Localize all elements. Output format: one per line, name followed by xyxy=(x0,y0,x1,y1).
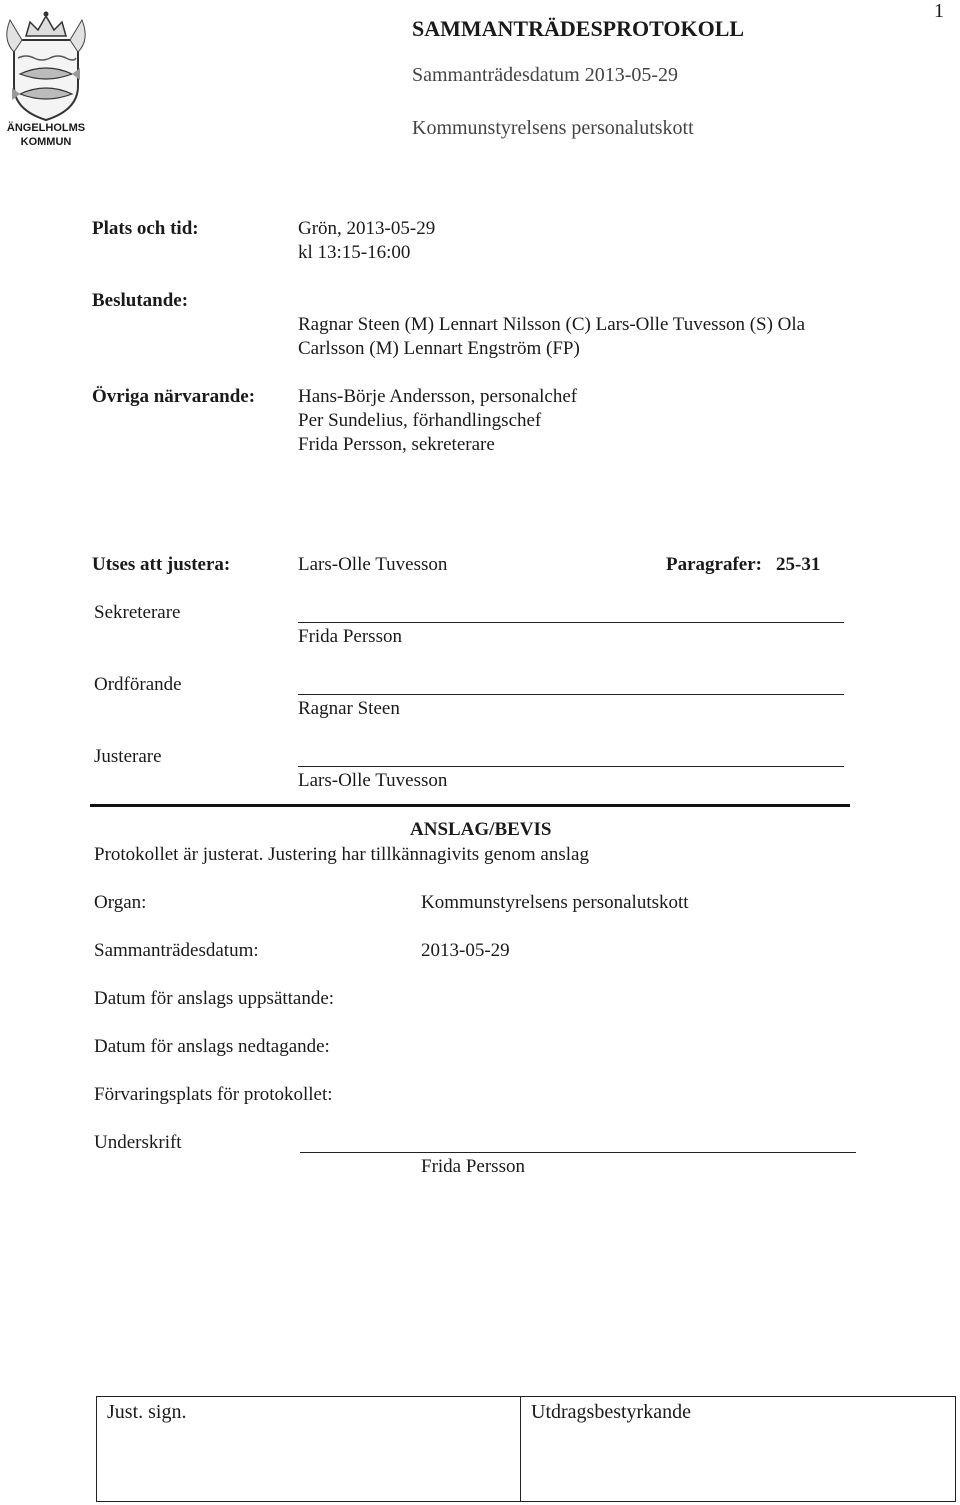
paragraphs-label: Paragrafer: xyxy=(666,554,762,575)
organ-label: Organ: xyxy=(94,892,147,913)
signature-role-adjuster: Justerare xyxy=(94,746,162,767)
notice-title: ANSLAG/BEVIS xyxy=(410,819,552,840)
section-divider xyxy=(90,804,850,807)
footer-utdragsbestyrkande: Utdragsbestyrkande xyxy=(531,1401,691,1423)
meeting-date-label: Sammanträdesdatum: xyxy=(94,940,259,961)
document-title: SAMMANTRÄDESPROTOKOLL xyxy=(412,16,745,41)
footer-just-sign: Just. sign. xyxy=(107,1401,187,1423)
page-number: 1 xyxy=(934,0,944,22)
logo-text-line1: ÄNGELHOLMS xyxy=(6,122,86,134)
time-value: kl 13:15-16:00 xyxy=(298,242,411,263)
signature-line-underskrift xyxy=(300,1152,856,1153)
header-committee: Kommunstyrelsens personalutskott xyxy=(412,117,694,139)
meeting-date-value: 2013-05-29 xyxy=(421,940,510,961)
municipality-logo xyxy=(0,0,92,152)
header-meeting-date: Sammanträdesdatum 2013-05-29 xyxy=(412,64,679,86)
storage-label: Förvaringsplats för protokollet: xyxy=(94,1084,333,1105)
others-present-item: Frida Persson, sekreterare xyxy=(298,434,495,455)
deciding-label: Beslutande: xyxy=(92,290,189,311)
signature-line-adjuster xyxy=(298,766,844,767)
signature-name-underskrift: Frida Persson xyxy=(421,1156,525,1177)
signature-role-secretary: Sekreterare xyxy=(94,602,181,623)
signature-line-secretary xyxy=(298,622,844,623)
signature-label: Underskrift xyxy=(94,1132,182,1153)
footer-box xyxy=(96,1396,956,1502)
notice-text: Protokollet är justerat. Justering har tillkännagivits genom anslag xyxy=(94,844,589,865)
others-present-label: Övriga närvarande: xyxy=(92,386,256,407)
signature-name-chair: Ragnar Steen xyxy=(298,698,400,719)
deciding-line2: Carlsson (M) Lennart Engström (FP) xyxy=(298,338,580,359)
place-time-label: Plats och tid: xyxy=(92,218,199,239)
organ-value: Kommunstyrelsens personalutskott xyxy=(421,892,689,913)
justify-label: Utses att justera: xyxy=(92,554,231,575)
footer-divider xyxy=(520,1397,521,1501)
posting-date-label: Datum för anslags uppsättande: xyxy=(94,988,335,1009)
signature-line-chair xyxy=(298,694,844,695)
justify-value: Lars-Olle Tuvesson xyxy=(298,554,448,575)
signature-name-secretary: Frida Persson xyxy=(298,626,402,647)
others-present-item: Per Sundelius, förhandlingschef xyxy=(298,410,542,431)
signature-name-adjuster: Lars-Olle Tuvesson xyxy=(298,770,448,791)
signature-role-chair: Ordförande xyxy=(94,674,182,695)
paragraphs-value: 25-31 xyxy=(776,554,821,575)
logo-text-line2: KOMMUN xyxy=(20,136,72,148)
removal-date-label: Datum för anslags nedtagande: xyxy=(94,1036,330,1057)
deciding-line1: Ragnar Steen (M) Lennart Nilsson (C) Lars-Olle Tuvesson (S) Ola xyxy=(298,314,806,335)
coat-of-arms-icon xyxy=(0,0,92,124)
place-value: Grön, 2013-05-29 xyxy=(298,218,436,239)
others-present-item: Hans-Börje Andersson, personalchef xyxy=(298,386,578,407)
